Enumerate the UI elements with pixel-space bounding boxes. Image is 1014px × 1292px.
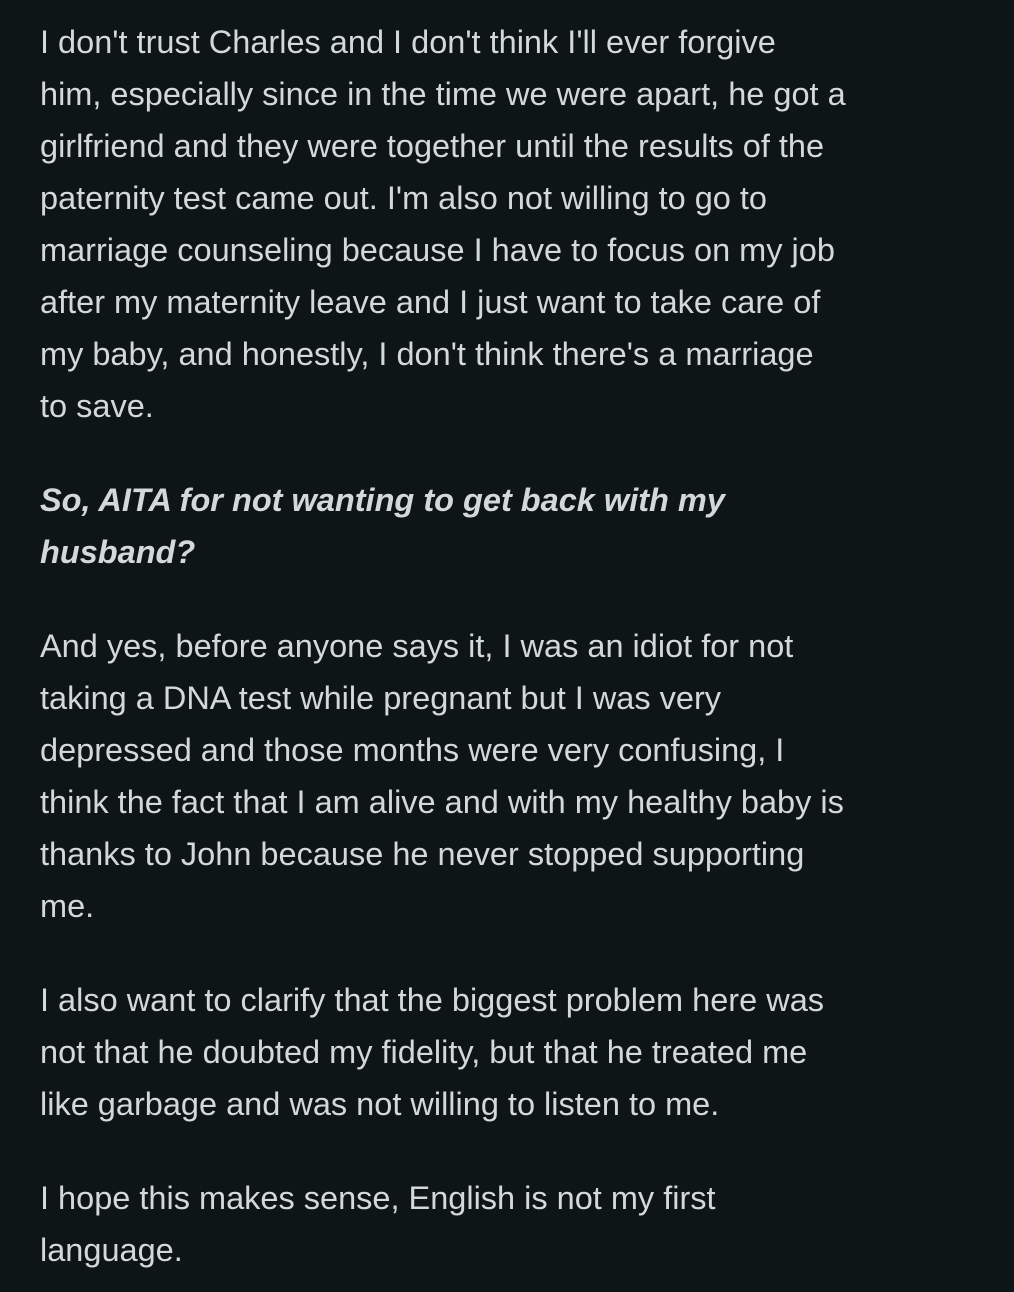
text-line: not that he doubted my fidelity, but that he treated me: [40, 1034, 808, 1070]
paragraph: [40, 974, 1014, 1130]
text-line: my baby, and honestly, I don't think there's a marriage: [40, 336, 814, 372]
text-line: And yes, before anyone says it, I was an idiot for not: [40, 628, 794, 664]
emphasized-question: [40, 474, 1014, 578]
text-line: I don't trust Charles and I don't think I'll ever forgive: [40, 24, 776, 60]
text-line: think the fact that I am alive and with my healthy baby is: [40, 784, 844, 820]
text-line: paternity test came out. I'm also not willing to go to: [40, 180, 767, 216]
text-line: him, especially since in the time we were apart, he got a: [40, 76, 846, 112]
paragraph: [40, 1172, 1014, 1276]
text-line: language.: [40, 1232, 183, 1268]
text-line: husband?: [40, 534, 196, 570]
text-line: depressed and those months were very confusing, I: [40, 732, 785, 768]
paragraph: [40, 620, 1014, 932]
text-line: So, AITA for not wanting to get back with my: [40, 482, 725, 518]
text-line: like garbage and was not willing to listen to me.: [40, 1086, 720, 1122]
text-line: I hope this makes sense, English is not my first: [40, 1180, 716, 1216]
text-line: marriage counseling because I have to focus on my job: [40, 232, 835, 268]
text-line: me.: [40, 888, 95, 924]
text-line: girlfriend and they were together until the results of the: [40, 128, 825, 164]
paragraph: [40, 16, 1014, 432]
text-line: I also want to clarify that the biggest problem here was: [40, 982, 825, 1018]
text-line: to save.: [40, 388, 154, 424]
text-line: thanks to John because he never stopped supporting: [40, 836, 805, 872]
text-line: taking a DNA test while pregnant but I was very: [40, 680, 722, 716]
text-line: after my maternity leave and I just want to take care of: [40, 284, 821, 320]
